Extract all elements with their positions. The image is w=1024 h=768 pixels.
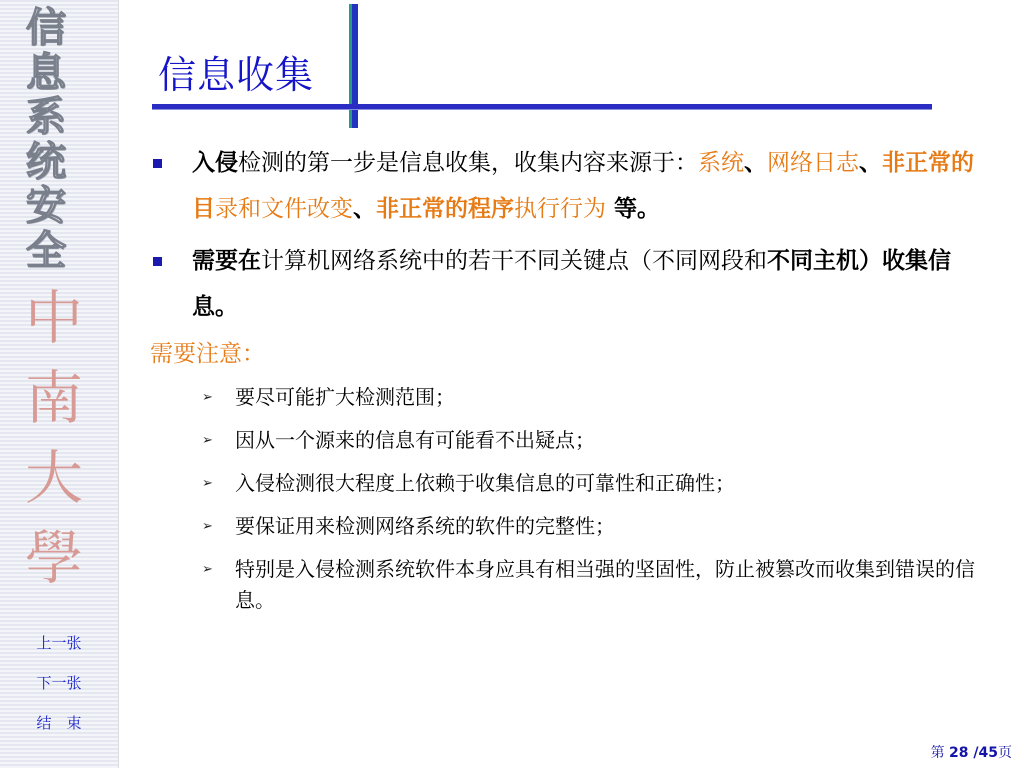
- bullet-text-segment: 执行行为: [514, 196, 606, 222]
- arrow-bullet-icon: ➢: [202, 433, 213, 448]
- bullet-text-segment: 不同主机）收集信息。: [192, 248, 951, 320]
- title-underline: [152, 104, 932, 110]
- sidebar-title-char: 息: [26, 49, 66, 96]
- logo-char: 大: [24, 444, 83, 512]
- page-total: 45: [978, 745, 998, 761]
- sidebar-title-char: 信: [26, 5, 66, 51]
- page-title: 信息收集: [158, 53, 315, 97]
- page-suffix: 页: [998, 745, 1012, 761]
- arrow-bullet-icon: ➢: [202, 519, 213, 534]
- bullet-text-segment: 非正常的目: [192, 150, 974, 222]
- bullet-text-segment: 网络日志: [767, 150, 859, 176]
- bullet-text: [192, 150, 974, 222]
- sub-item: [150, 554, 976, 616]
- bullet-text-segment: 系统: [698, 150, 744, 176]
- page-prefix: 第: [930, 745, 950, 761]
- arrow-bullet-icon: ➢: [202, 390, 213, 405]
- prev-slide-link[interactable]: 上一张: [36, 634, 82, 652]
- bullet-item: [150, 238, 976, 330]
- logo-char: 學: [24, 524, 83, 592]
- bullet-text-segment: 入侵: [192, 150, 238, 176]
- bullet-text-segment: 、: [353, 196, 376, 222]
- bullet-text-segment: 计算机网络系统中的若干不同关键点（不同网段和: [261, 248, 767, 274]
- note-heading: 需要注意：: [150, 341, 265, 367]
- bullet-text-segment: 等。: [606, 196, 661, 222]
- sidebar: [0, 0, 119, 768]
- sub-item: [150, 468, 976, 499]
- page-sep: /: [968, 745, 979, 761]
- sub-item-text: 要保证用来检测网络系统的软件的完整性；: [235, 514, 615, 538]
- bullet-text-segment: 、: [859, 150, 882, 176]
- sub-item: [150, 382, 976, 413]
- page-current: 28: [949, 745, 969, 761]
- bullet-text-segment: 检测的第一步是信息收集，收集内容来源于：: [238, 150, 698, 176]
- arrow-bullet-icon: ➢: [202, 476, 213, 491]
- university-calligraphy-logo: [14, 278, 94, 598]
- bullet-text-segment: 录和文件改变: [215, 196, 353, 222]
- sub-item: [150, 511, 976, 542]
- sub-item-text: 要尽可能扩大检测范围；: [235, 385, 455, 409]
- sub-item-text: 入侵检测很大程度上依赖于收集信息的可靠性和正确性；: [235, 471, 735, 495]
- next-slide-link[interactable]: 下一张: [36, 674, 82, 692]
- arrow-bullet-icon: ➢: [202, 562, 213, 577]
- sidebar-vertical-title: [10, 6, 82, 273]
- sidebar-title-char: 系: [26, 94, 66, 140]
- bullet-text-segment: 、: [744, 150, 767, 176]
- page-number: [931, 742, 1012, 762]
- end-show-link[interactable]: 结 束: [36, 714, 82, 732]
- logo-char: 南: [24, 364, 83, 432]
- bullet-square-icon: [153, 159, 162, 168]
- sidebar-title-char: 安: [26, 183, 66, 229]
- bullet-item: [150, 140, 976, 232]
- bullet-text-segment: 需要在: [192, 248, 261, 274]
- sub-item-text: 特别是入侵检测系统软件本身应具有相当强的坚固性，防止被篡改而收集到错误的信息。: [235, 557, 975, 612]
- sub-item-text: 因从一个源来的信息有可能看不出疑点；: [235, 428, 595, 452]
- logo-char: 中: [24, 284, 83, 352]
- bullet-square-icon: [153, 257, 162, 266]
- bullet-text: [192, 248, 951, 320]
- bullet-text-segment: 非正常的程序: [376, 196, 514, 222]
- slide-navigation: [14, 626, 104, 746]
- sidebar-title-char: 全: [26, 227, 66, 274]
- slide-content: [150, 140, 976, 628]
- sub-item: [150, 425, 976, 456]
- sidebar-title-char: 统: [26, 138, 66, 185]
